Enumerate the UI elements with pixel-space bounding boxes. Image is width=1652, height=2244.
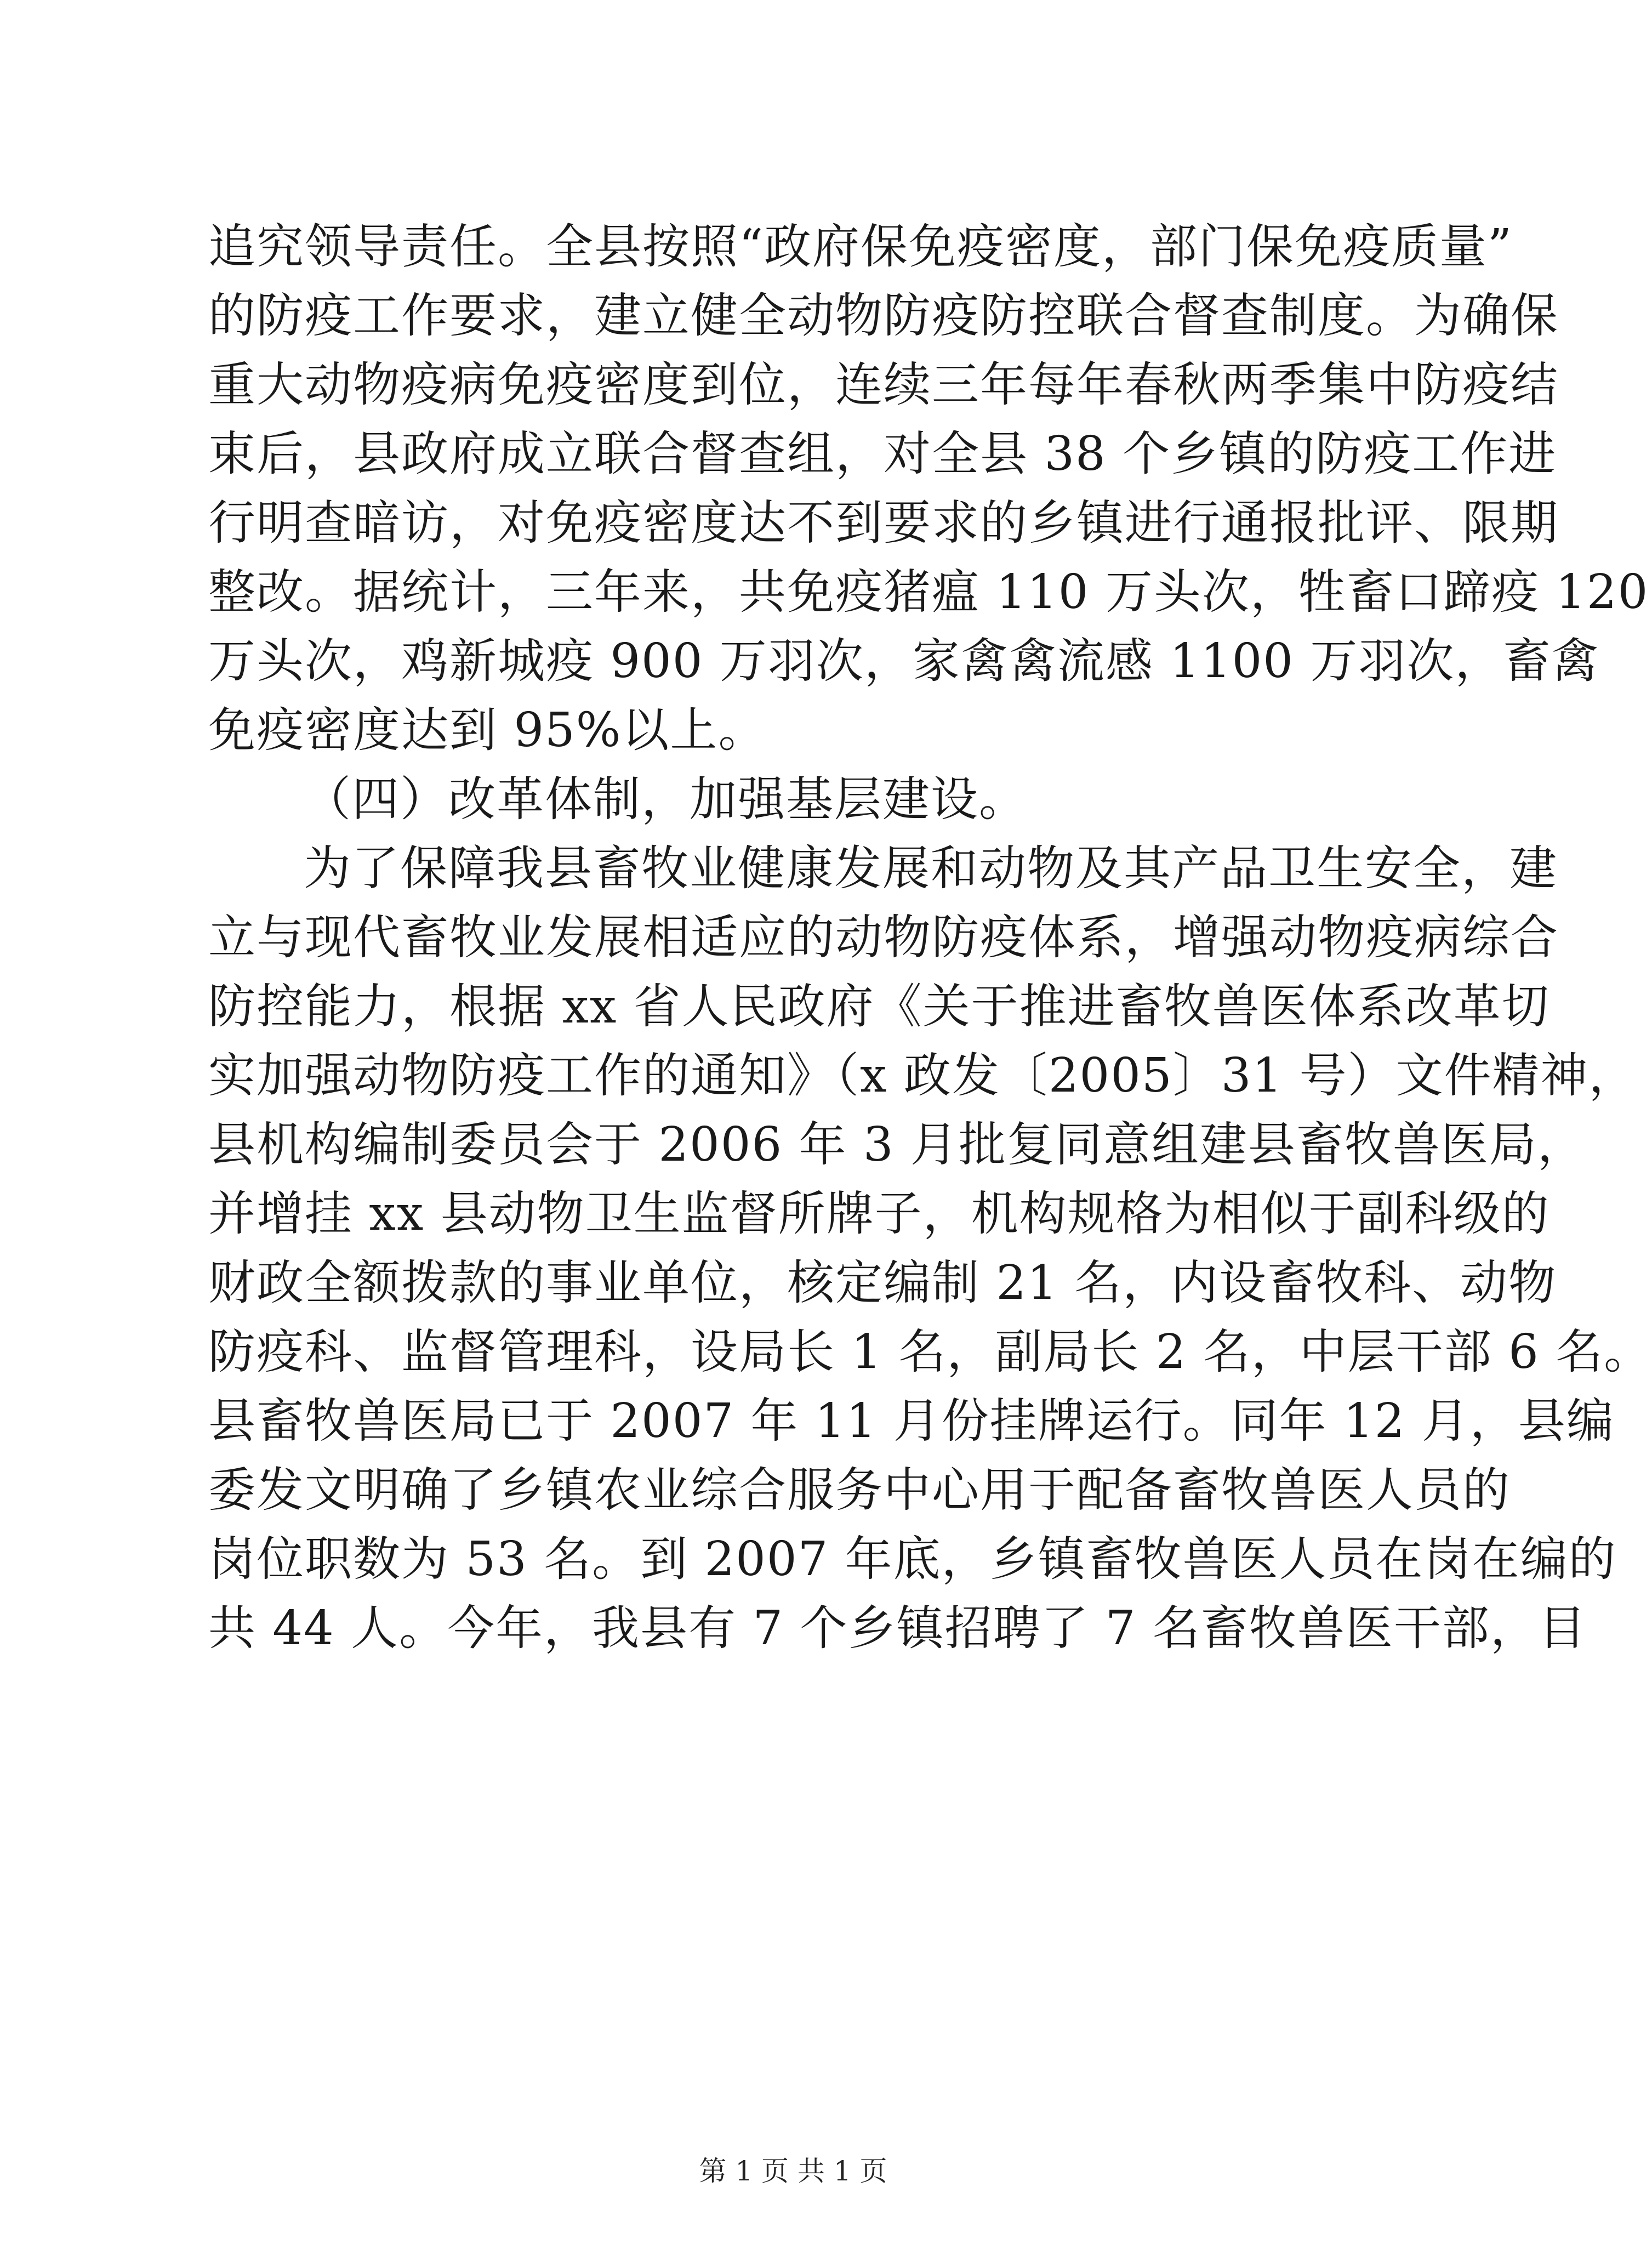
- text-line: 委发文明确了乡镇农业综合服务中心用于配备畜牧兽医人员的: [208, 1463, 1511, 1518]
- text-line: 并增挂 xx 县动物卫生监督所牌子，机构规格为相似于副科级的: [208, 1186, 1550, 1241]
- text-line: 束后，县政府成立联合督查组，对全县 38 个乡镇的防疫工作进: [208, 427, 1557, 481]
- text-line: 岗位职数为 53 名。到 2007 年底，乡镇畜牧兽医人员在岗在编的: [208, 1532, 1617, 1587]
- text-line: 共 44 人。今年，我县有 7 个乡镇招聘了 7 名畜牧兽医干部，目: [208, 1601, 1587, 1656]
- text-line: 的防疫工作要求，建立健全动物防疫防控联合督查制度。为确保: [208, 288, 1559, 343]
- text-line: 县机构编制委员会于 2006 年 3 月批复同意组建县畜牧兽医局，: [208, 1117, 1586, 1172]
- text-line: 立与现代畜牧业发展相适应的动物防疫体系，增强动物疫病综合: [208, 910, 1559, 965]
- text-line: 防控能力，根据 xx 省人民政府《关于推进畜牧兽医体系改革切: [208, 979, 1550, 1034]
- text-line: 实加强动物防疫工作的通知》（x 政发〔2005〕31 号）文件精神，: [208, 1048, 1637, 1103]
- page-number: 第 1 页 共 1 页: [699, 2155, 887, 2187]
- text-line: 防疫科、监督管理科，设局长 1 名，副局长 2 名，中层干部 6 名。: [208, 1325, 1652, 1379]
- text-line: 整改。据统计，三年来，共免疫猪瘟 110 万头次，牲畜口蹄疫 120: [208, 565, 1649, 620]
- text-line: 县畜牧兽医局已于 2007 年 11 月份挂牌运行。同年 12 月，县编: [208, 1394, 1615, 1448]
- text-line: 免疫密度达到 95%以上。: [208, 703, 767, 758]
- text-line: 财政全额拨款的事业单位，核定编制 21 名，内设畜牧科、动物: [208, 1255, 1557, 1310]
- text-line: 追究领导责任。全县按照“政府保免疫密度，部门保免疫质量”: [208, 219, 1513, 274]
- section-heading: （四）改革体制，加强基层建设。: [304, 772, 1027, 827]
- text-line: 为了保障我县畜牧业健康发展和动物及其产品卫生安全，建: [304, 841, 1558, 896]
- text-line: 重大动物疫病免疫密度到位，连续三年每年春秋两季集中防疫结: [208, 357, 1559, 412]
- text-line: 行明查暗访，对免疫密度达不到要求的乡镇进行通报批评、限期: [208, 496, 1559, 550]
- text-line: 万头次，鸡新城疫 900 万羽次，家禽禽流感 1100 万羽次，畜禽: [208, 634, 1600, 689]
- page-footer: [0, 2155, 1586, 2188]
